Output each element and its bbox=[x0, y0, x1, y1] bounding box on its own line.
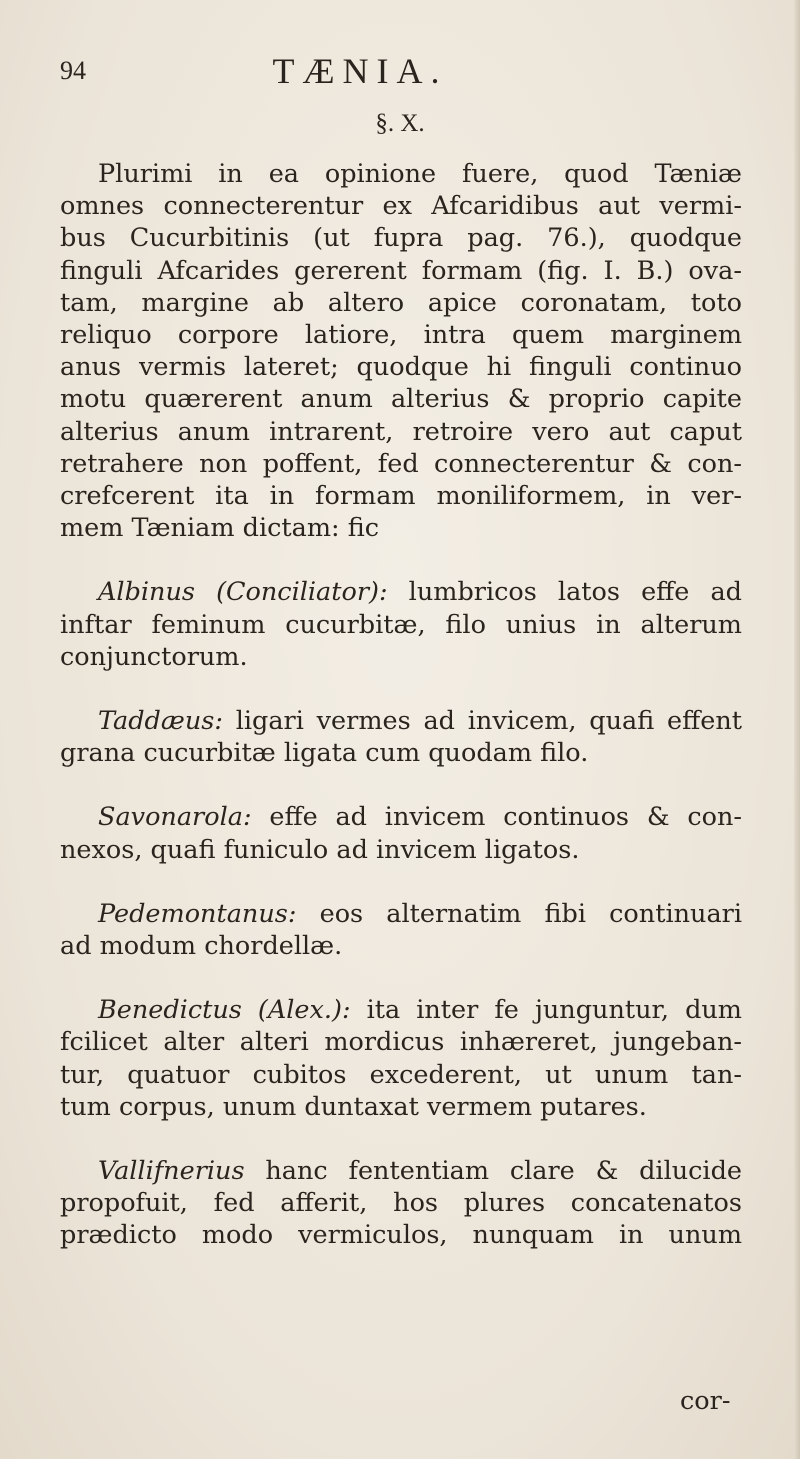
text-line: tum corpus, unum duntaxat vermem putares. bbox=[60, 1091, 647, 1122]
body-text bbox=[60, 158, 742, 1252]
text-line: prædicto modo vermiculos, nunquam in unum bbox=[60, 1220, 742, 1251]
paragraph-gap bbox=[60, 544, 742, 576]
text-line: ad modum chordellæ. bbox=[60, 931, 343, 962]
text-line: nexos, quafi funiculo ad invicem ligatos. bbox=[60, 834, 580, 865]
text-line: inftar feminum cucurbitæ, filo unius in alterum bbox=[60, 609, 742, 640]
quote-text: ita inter fe junguntur, dum bbox=[350, 995, 742, 1026]
text-line: grana cucurbitæ ligata cum quodam filo. bbox=[60, 738, 589, 769]
quote-text: ligari vermes ad invicem, quafi effent bbox=[222, 706, 742, 737]
text-line: conjunctorum. bbox=[60, 641, 248, 672]
text-line: fcilicet alter alteri mordicus inhæreret, jungeban- bbox=[60, 1027, 742, 1058]
text-line: motu quærerent anum alterius & proprio capite bbox=[60, 384, 742, 415]
page-number: 94 bbox=[60, 56, 86, 85]
quote-text: lumbricos latos effe ad bbox=[387, 577, 742, 608]
paragraph-gap bbox=[60, 1123, 742, 1155]
paragraph-gap bbox=[60, 769, 742, 801]
text-line bbox=[60, 705, 742, 737]
quote-text: effe ad invicem continuos & con- bbox=[251, 802, 742, 833]
text-line bbox=[60, 576, 742, 608]
text-line: Plurimi in ea opinione fuere, quod Tæniæ bbox=[98, 159, 742, 189]
author-name: Albinus (Conciliator): bbox=[98, 577, 388, 608]
text-line bbox=[60, 898, 742, 930]
author-name: Taddæus: bbox=[98, 706, 223, 737]
quote-text: hanc fententiam clare & dilucide bbox=[244, 1156, 742, 1187]
paragraph-pedemontanus bbox=[60, 898, 742, 962]
author-name: Vallifnerius bbox=[98, 1156, 245, 1187]
paragraph-vallisnerius bbox=[60, 1155, 742, 1252]
text-line: bus Cucurbitinis (ut fupra pag. 76.), quodque bbox=[60, 223, 742, 254]
paragraph-gap bbox=[60, 866, 742, 898]
text-line: omnes connecterentur ex Afcaridibus aut vermi- bbox=[60, 191, 742, 222]
text-line: propofuit, fed afferit, hos plures concatenatos bbox=[60, 1188, 742, 1219]
text-line: reliquo corpore latiore, intra quem marginem bbox=[60, 320, 742, 351]
text-line: tur, quatuor cubitos excederent, ut unum tan- bbox=[60, 1059, 742, 1090]
text-line: finguli Afcarides gererent formam (fig. I. B.) ova- bbox=[60, 255, 742, 286]
text-line: mem Tæniam dictam: fic bbox=[60, 513, 379, 544]
text-line: anus vermis lateret; quodque hi finguli continuo bbox=[60, 352, 742, 383]
paragraph-savonarola bbox=[60, 801, 742, 865]
text-line bbox=[60, 994, 742, 1026]
page-header bbox=[60, 50, 740, 100]
text-line bbox=[60, 801, 742, 833]
author-name: Pedemontanus: bbox=[98, 898, 297, 929]
author-name: Savonarola: bbox=[98, 802, 252, 833]
text-line: alterius anum intrarent, retroire vero aut caput bbox=[60, 416, 742, 447]
running-title: TÆNIA. bbox=[272, 51, 448, 91]
catchword: cor- bbox=[680, 1386, 731, 1416]
text-line: crefcerent ita in formam moniliformem, in ver- bbox=[60, 481, 742, 512]
paragraph-gap bbox=[60, 673, 742, 705]
section-number: §. X. bbox=[375, 110, 425, 137]
text-line: retrahere non poffent, fed connecterentur & con- bbox=[60, 448, 742, 479]
paragraph-intro bbox=[60, 158, 742, 544]
author-name: Benedictus (Alex.): bbox=[98, 995, 351, 1026]
quote-text: eos alternatim fibi continuari bbox=[296, 898, 742, 929]
page-edge bbox=[794, 0, 800, 1459]
paragraph-benedictus bbox=[60, 994, 742, 1123]
paragraph-albinus bbox=[60, 576, 742, 673]
text-line: tam, margine ab altero apice coronatam, toto bbox=[60, 287, 742, 318]
text-line bbox=[60, 1155, 742, 1187]
paragraph-gap bbox=[60, 962, 742, 994]
paragraph-taddaeus bbox=[60, 705, 742, 769]
